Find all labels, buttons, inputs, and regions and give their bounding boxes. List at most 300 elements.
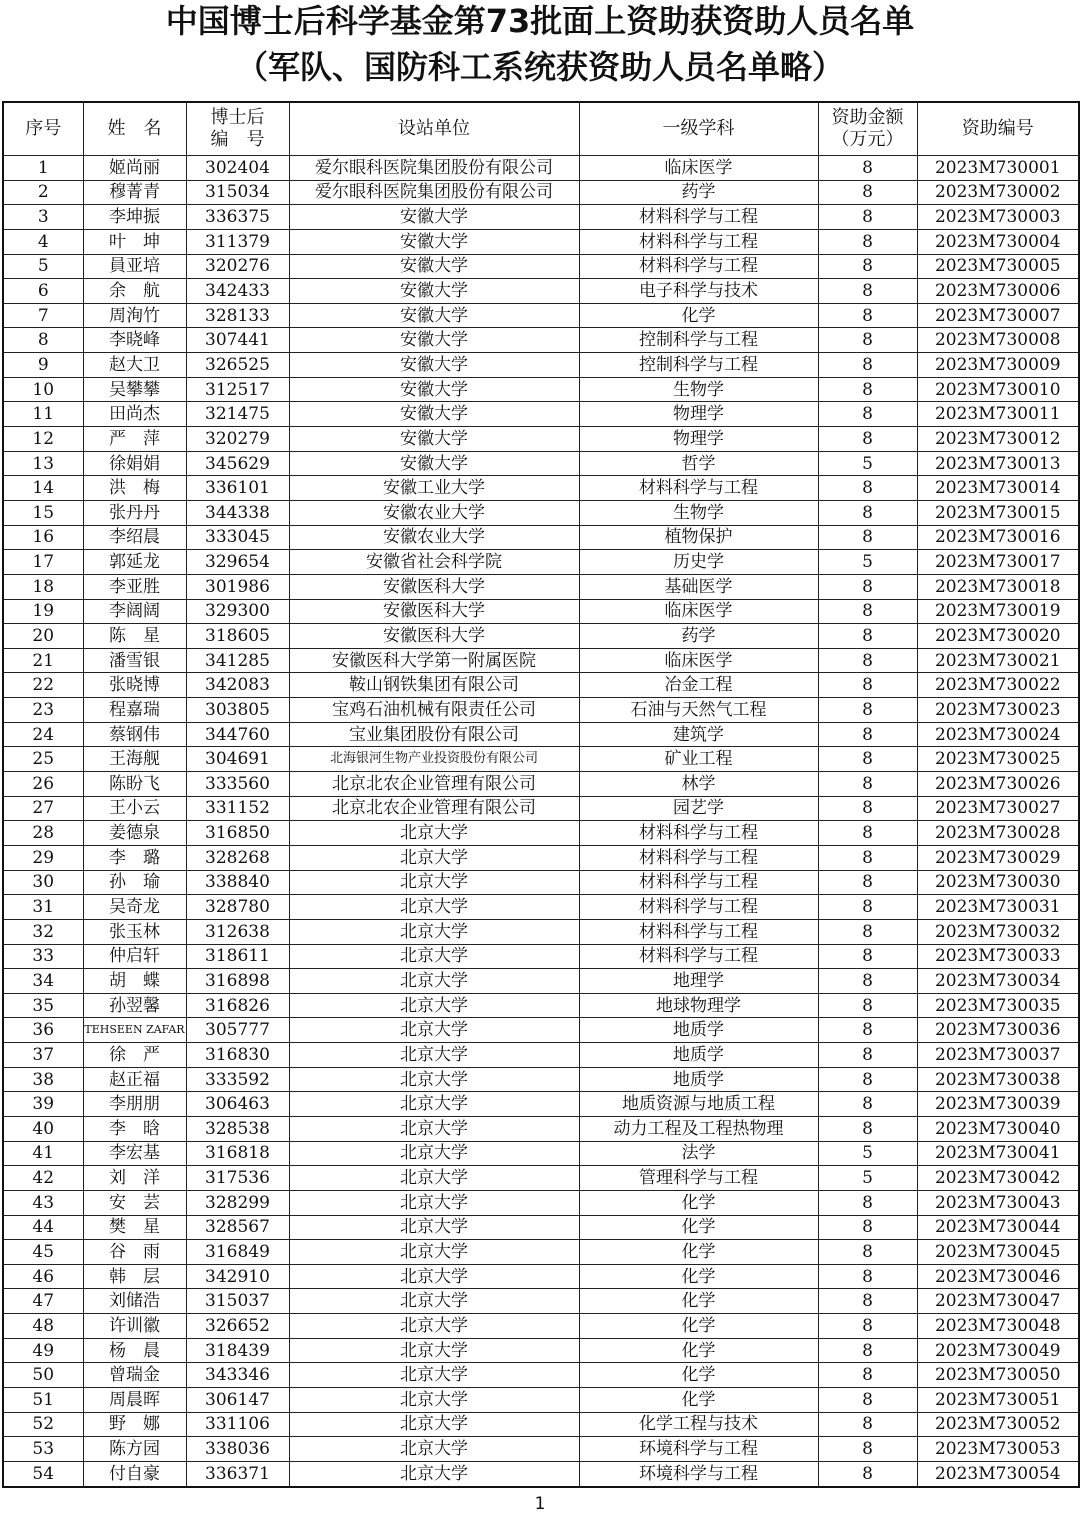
cell-discipline: 生物学 [579, 500, 818, 525]
cell-discipline: 管理科学与工程 [579, 1166, 818, 1191]
cell-unit: 安徽大学 [289, 427, 579, 452]
table-row [3, 156, 1079, 181]
cell-unit: 北京大学 [289, 1461, 579, 1486]
cell-seq: 17 [3, 550, 83, 575]
cell-amount: 8 [818, 574, 917, 599]
header-unit: 设站单位 [289, 102, 579, 156]
table-row [3, 747, 1079, 772]
cell-name: 姜德泉 [83, 821, 186, 846]
table-row [3, 1437, 1079, 1462]
table-row [3, 919, 1079, 944]
cell-discipline: 材料科学与工程 [579, 229, 818, 254]
cell-postdoc-no: 302404 [186, 156, 289, 181]
cell-unit: 爱尔眼科医院集团股份有限公司 [289, 180, 579, 205]
cell-amount: 8 [818, 303, 917, 328]
cell-seq: 7 [3, 303, 83, 328]
cell-seq: 26 [3, 772, 83, 797]
cell-unit: 安徽大学 [289, 377, 579, 402]
cell-name: 李亚胜 [83, 574, 186, 599]
cell-seq: 3 [3, 205, 83, 230]
cell-discipline: 环境科学与工程 [579, 1437, 818, 1462]
cell-postdoc-no: 326525 [186, 353, 289, 378]
cell-seq: 42 [3, 1166, 83, 1191]
cell-discipline: 控制科学与工程 [579, 328, 818, 353]
cell-amount: 5 [818, 451, 917, 476]
cell-postdoc-no: 320276 [186, 254, 289, 279]
cell-postdoc-no: 342433 [186, 279, 289, 304]
table-row [3, 1388, 1079, 1413]
cell-name: 田尚杰 [83, 402, 186, 427]
table-row [3, 328, 1079, 353]
cell-seq: 53 [3, 1437, 83, 1462]
cell-amount: 8 [818, 944, 917, 969]
cell-discipline: 临床医学 [579, 156, 818, 181]
cell-grant-no: 2023M730009 [917, 353, 1079, 378]
cell-grant-no: 2023M730021 [917, 648, 1079, 673]
cell-amount: 8 [818, 969, 917, 994]
table-row [3, 279, 1079, 304]
cell-postdoc-no: 344760 [186, 722, 289, 747]
cell-amount: 8 [818, 1043, 917, 1068]
table-row [3, 1412, 1079, 1437]
cell-seq: 37 [3, 1043, 83, 1068]
cell-postdoc-no: 326652 [186, 1314, 289, 1339]
table-row [3, 525, 1079, 550]
header-postdoc-no [186, 102, 289, 156]
cell-amount: 8 [818, 993, 917, 1018]
cell-seq: 48 [3, 1314, 83, 1339]
cell-discipline: 化学 [579, 1215, 818, 1240]
cell-grant-no: 2023M730013 [917, 451, 1079, 476]
cell-postdoc-no: 315037 [186, 1289, 289, 1314]
table-row [3, 821, 1079, 846]
cell-seq: 30 [3, 870, 83, 895]
table-row [3, 599, 1079, 624]
cell-postdoc-no: 321475 [186, 402, 289, 427]
cell-name: 李朋朋 [83, 1092, 186, 1117]
table-row [3, 1166, 1079, 1191]
cell-amount: 8 [818, 328, 917, 353]
cell-name: 陈方园 [83, 1437, 186, 1462]
cell-discipline: 药学 [579, 624, 818, 649]
cell-postdoc-no: 305777 [186, 1018, 289, 1043]
cell-unit: 安徽大学 [289, 229, 579, 254]
cell-name: 刘储浩 [83, 1289, 186, 1314]
cell-name: 徐 严 [83, 1043, 186, 1068]
table-row [3, 377, 1079, 402]
cell-grant-no: 2023M730028 [917, 821, 1079, 846]
cell-name: 张丹丹 [83, 500, 186, 525]
cell-seq: 41 [3, 1141, 83, 1166]
cell-postdoc-no: 316830 [186, 1043, 289, 1068]
cell-amount: 8 [818, 1412, 917, 1437]
cell-unit: 北京大学 [289, 870, 579, 895]
cell-grant-no: 2023M730027 [917, 796, 1079, 821]
cell-discipline: 材料科学与工程 [579, 254, 818, 279]
cell-name: 陈 星 [83, 624, 186, 649]
cell-grant-no: 2023M730052 [917, 1412, 1079, 1437]
cell-grant-no: 2023M730004 [917, 229, 1079, 254]
cell-amount: 8 [818, 1388, 917, 1413]
cell-grant-no: 2023M730011 [917, 402, 1079, 427]
cell-amount: 8 [818, 205, 917, 230]
cell-amount: 8 [818, 377, 917, 402]
cell-postdoc-no: 318611 [186, 944, 289, 969]
cell-name: 徐娟娟 [83, 451, 186, 476]
cell-postdoc-no: 316850 [186, 821, 289, 846]
cell-seq: 24 [3, 722, 83, 747]
cell-discipline: 生物学 [579, 377, 818, 402]
cell-amount: 8 [818, 229, 917, 254]
cell-grant-no: 2023M730024 [917, 722, 1079, 747]
cell-unit: 北京大学 [289, 1338, 579, 1363]
cell-amount: 8 [818, 673, 917, 698]
cell-unit: 北京大学 [289, 1092, 579, 1117]
table-row [3, 353, 1079, 378]
cell-amount: 8 [818, 796, 917, 821]
cell-grant-no: 2023M730002 [917, 180, 1079, 205]
cell-unit: 宝业集团股份有限公司 [289, 722, 579, 747]
cell-amount: 8 [818, 156, 917, 181]
cell-amount: 8 [818, 427, 917, 452]
cell-postdoc-no: 328268 [186, 845, 289, 870]
cell-seq: 46 [3, 1264, 83, 1289]
cell-unit: 北京大学 [289, 944, 579, 969]
table-row [3, 402, 1079, 427]
cell-unit: 北京大学 [289, 895, 579, 920]
table-row [3, 845, 1079, 870]
cell-postdoc-no: 329654 [186, 550, 289, 575]
cell-grant-no: 2023M730016 [917, 525, 1079, 550]
cell-name: 李晓峰 [83, 328, 186, 353]
table-row [3, 1240, 1079, 1265]
cell-amount: 8 [818, 254, 917, 279]
cell-amount: 8 [818, 1116, 917, 1141]
cell-name: 樊 星 [83, 1215, 186, 1240]
cell-amount: 5 [818, 550, 917, 575]
cell-postdoc-no: 317536 [186, 1166, 289, 1191]
cell-amount: 5 [818, 1166, 917, 1191]
table-row [3, 1338, 1079, 1363]
cell-seq: 4 [3, 229, 83, 254]
cell-seq: 11 [3, 402, 83, 427]
cell-unit: 北京大学 [289, 1264, 579, 1289]
cell-grant-no: 2023M730042 [917, 1166, 1079, 1191]
cell-postdoc-no: 316818 [186, 1141, 289, 1166]
table-row [3, 1190, 1079, 1215]
cell-grant-no: 2023M730048 [917, 1314, 1079, 1339]
cell-amount: 8 [818, 870, 917, 895]
cell-grant-no: 2023M730047 [917, 1289, 1079, 1314]
cell-unit: 北京大学 [289, 1043, 579, 1068]
cell-unit: 爱尔眼科医院集团股份有限公司 [289, 156, 579, 181]
cell-discipline: 园艺学 [579, 796, 818, 821]
cell-unit: 北京大学 [289, 1215, 579, 1240]
cell-name: 陈盼飞 [83, 772, 186, 797]
cell-name: 孙翌馨 [83, 993, 186, 1018]
cell-grant-no: 2023M730019 [917, 599, 1079, 624]
cell-grant-no: 2023M730051 [917, 1388, 1079, 1413]
cell-name: 曾瑞金 [83, 1363, 186, 1388]
cell-postdoc-no: 311379 [186, 229, 289, 254]
cell-postdoc-no: 333592 [186, 1067, 289, 1092]
cell-grant-no: 2023M730003 [917, 205, 1079, 230]
cell-grant-no: 2023M730005 [917, 254, 1079, 279]
cell-grant-no: 2023M730033 [917, 944, 1079, 969]
table-row [3, 624, 1079, 649]
cell-name: 杨 晨 [83, 1338, 186, 1363]
cell-seq: 38 [3, 1067, 83, 1092]
cell-amount: 8 [818, 1067, 917, 1092]
table-row [3, 254, 1079, 279]
cell-postdoc-no: 338036 [186, 1437, 289, 1462]
cell-amount: 5 [818, 1141, 917, 1166]
table-row [3, 500, 1079, 525]
cell-seq: 33 [3, 944, 83, 969]
cell-name: 孙 瑜 [83, 870, 186, 895]
cell-unit: 北海银河生物产业投资股份有限公司 [289, 747, 579, 772]
cell-grant-no: 2023M730043 [917, 1190, 1079, 1215]
cell-name: 张晓博 [83, 673, 186, 698]
table-row [3, 1116, 1079, 1141]
cell-grant-no: 2023M730039 [917, 1092, 1079, 1117]
cell-grant-no: 2023M730036 [917, 1018, 1079, 1043]
cell-postdoc-no: 315034 [186, 180, 289, 205]
cell-grant-no: 2023M730029 [917, 845, 1079, 870]
table-row [3, 895, 1079, 920]
cell-grant-no: 2023M730050 [917, 1363, 1079, 1388]
cell-grant-no: 2023M730026 [917, 772, 1079, 797]
cell-postdoc-no: 336375 [186, 205, 289, 230]
cell-discipline: 化学 [579, 1314, 818, 1339]
table-row [3, 1141, 1079, 1166]
cell-unit: 北京大学 [289, 1388, 579, 1413]
cell-unit: 安徽工业大学 [289, 476, 579, 501]
cell-postdoc-no: 318439 [186, 1338, 289, 1363]
cell-postdoc-no: 336371 [186, 1461, 289, 1486]
cell-unit: 安徽大学 [289, 353, 579, 378]
cell-discipline: 电子科学与技术 [579, 279, 818, 304]
cell-name: 余 航 [83, 279, 186, 304]
cell-unit: 安徽农业大学 [289, 500, 579, 525]
table-row [3, 1092, 1079, 1117]
cell-unit: 北京大学 [289, 993, 579, 1018]
cell-discipline: 环境科学与工程 [579, 1461, 818, 1486]
cell-name: 李 晗 [83, 1116, 186, 1141]
cell-seq: 22 [3, 673, 83, 698]
cell-discipline: 哲学 [579, 451, 818, 476]
header-name: 姓 名 [83, 102, 186, 156]
cell-unit: 安徽医科大学 [289, 599, 579, 624]
cell-name: 严 萍 [83, 427, 186, 452]
cell-discipline: 临床医学 [579, 648, 818, 673]
cell-postdoc-no: 328780 [186, 895, 289, 920]
header-amount-line2: （万元） [831, 129, 904, 150]
cell-amount: 8 [818, 1215, 917, 1240]
cell-unit: 北京大学 [289, 1116, 579, 1141]
cell-grant-no: 2023M730008 [917, 328, 1079, 353]
cell-discipline: 地质资源与地质工程 [579, 1092, 818, 1117]
cell-grant-no: 2023M730049 [917, 1338, 1079, 1363]
table-row [3, 180, 1079, 205]
header-postdoc-no-line2: 编 号 [210, 129, 265, 150]
cell-grant-no: 2023M730037 [917, 1043, 1079, 1068]
cell-unit: 北京大学 [289, 1067, 579, 1092]
cell-name: 李阔阔 [83, 599, 186, 624]
cell-seq: 34 [3, 969, 83, 994]
cell-postdoc-no: 316826 [186, 993, 289, 1018]
cell-amount: 8 [818, 500, 917, 525]
cell-unit: 北京北农企业管理有限公司 [289, 796, 579, 821]
cell-postdoc-no: 342083 [186, 673, 289, 698]
table-row [3, 476, 1079, 501]
cell-seq: 20 [3, 624, 83, 649]
cell-name: 洪 梅 [83, 476, 186, 501]
cell-amount: 8 [818, 1240, 917, 1265]
cell-name: 郭延龙 [83, 550, 186, 575]
cell-grant-no: 2023M730032 [917, 919, 1079, 944]
cell-discipline: 化学 [579, 1190, 818, 1215]
cell-discipline: 材料科学与工程 [579, 870, 818, 895]
cell-discipline: 材料科学与工程 [579, 919, 818, 944]
cell-unit: 北京大学 [289, 1141, 579, 1166]
cell-discipline: 地质学 [579, 1067, 818, 1092]
cell-unit: 安徽大学 [289, 254, 579, 279]
cell-discipline: 临床医学 [579, 599, 818, 624]
cell-unit: 北京大学 [289, 821, 579, 846]
cell-grant-no: 2023M730001 [917, 156, 1079, 181]
cell-amount: 8 [818, 698, 917, 723]
cell-seq: 9 [3, 353, 83, 378]
table-row [3, 574, 1079, 599]
table-row [3, 796, 1079, 821]
cell-grant-no: 2023M730023 [917, 698, 1079, 723]
cell-name: 姬尚丽 [83, 156, 186, 181]
cell-unit: 北京大学 [289, 1314, 579, 1339]
cell-name: 赵大卫 [83, 353, 186, 378]
table-row [3, 451, 1079, 476]
cell-seq: 15 [3, 500, 83, 525]
cell-postdoc-no: 331106 [186, 1412, 289, 1437]
header-amount-line1: 资助金额 [831, 107, 904, 128]
cell-discipline: 冶金工程 [579, 673, 818, 698]
cell-name: 潘雪银 [83, 648, 186, 673]
cell-grant-no: 2023M730007 [917, 303, 1079, 328]
cell-postdoc-no: 306463 [186, 1092, 289, 1117]
cell-amount: 8 [818, 821, 917, 846]
cell-grant-no: 2023M730031 [917, 895, 1079, 920]
cell-name: 野 娜 [83, 1412, 186, 1437]
table-row [3, 1363, 1079, 1388]
table-row [3, 1314, 1079, 1339]
cell-grant-no: 2023M730022 [917, 673, 1079, 698]
table-row [3, 303, 1079, 328]
cell-amount: 8 [818, 599, 917, 624]
cell-name: 王海舰 [83, 747, 186, 772]
table-row [3, 1215, 1079, 1240]
table-row [3, 1043, 1079, 1068]
cell-seq: 23 [3, 698, 83, 723]
cell-unit: 安徽医科大学第一附属医院 [289, 648, 579, 673]
cell-unit: 安徽大学 [289, 451, 579, 476]
cell-postdoc-no: 344338 [186, 500, 289, 525]
cell-postdoc-no: 343346 [186, 1363, 289, 1388]
cell-name: 安 芸 [83, 1190, 186, 1215]
cell-seq: 44 [3, 1215, 83, 1240]
cell-amount: 8 [818, 1092, 917, 1117]
cell-discipline: 地质学 [579, 1018, 818, 1043]
cell-discipline: 控制科学与工程 [579, 353, 818, 378]
cell-amount: 8 [818, 1437, 917, 1462]
cell-seq: 52 [3, 1412, 83, 1437]
header-postdoc-no-line1: 博士后 [210, 107, 265, 128]
cell-discipline: 化学 [579, 303, 818, 328]
cell-postdoc-no: 328299 [186, 1190, 289, 1215]
cell-amount: 8 [818, 1461, 917, 1486]
cell-name: 付自豪 [83, 1461, 186, 1486]
cell-unit: 安徽大学 [289, 279, 579, 304]
cell-amount: 8 [818, 845, 917, 870]
cell-unit: 北京大学 [289, 1363, 579, 1388]
cell-discipline: 材料科学与工程 [579, 895, 818, 920]
cell-name: 李宏基 [83, 1141, 186, 1166]
table-row [3, 205, 1079, 230]
cell-unit: 宝鸡石油机械有限责任公司 [289, 698, 579, 723]
cell-seq: 35 [3, 993, 83, 1018]
cell-unit: 安徽大学 [289, 205, 579, 230]
cell-unit: 北京北农企业管理有限公司 [289, 772, 579, 797]
cell-discipline: 化学 [579, 1289, 818, 1314]
cell-name: 许训徽 [83, 1314, 186, 1339]
cell-amount: 8 [818, 1314, 917, 1339]
cell-discipline: 历史学 [579, 550, 818, 575]
cell-name: 員亚培 [83, 254, 186, 279]
cell-unit: 鞍山钢铁集团有限公司 [289, 673, 579, 698]
cell-grant-no: 2023M730030 [917, 870, 1079, 895]
cell-discipline: 化学 [579, 1388, 818, 1413]
cell-seq: 43 [3, 1190, 83, 1215]
cell-discipline: 化学工程与技术 [579, 1412, 818, 1437]
cell-amount: 8 [818, 1338, 917, 1363]
cell-postdoc-no: 328538 [186, 1116, 289, 1141]
cell-amount: 8 [818, 722, 917, 747]
cell-postdoc-no: 331152 [186, 796, 289, 821]
cell-unit: 北京大学 [289, 969, 579, 994]
cell-seq: 6 [3, 279, 83, 304]
table-row [3, 993, 1079, 1018]
cell-grant-no: 2023M730018 [917, 574, 1079, 599]
table-row [3, 1264, 1079, 1289]
cell-amount: 8 [818, 919, 917, 944]
cell-unit: 安徽医科大学 [289, 574, 579, 599]
cell-name: TEHSEEN ZAFAR [83, 1018, 186, 1043]
cell-postdoc-no: 338840 [186, 870, 289, 895]
table-row [3, 944, 1079, 969]
cell-grant-no: 2023M730046 [917, 1264, 1079, 1289]
cell-grant-no: 2023M730034 [917, 969, 1079, 994]
cell-amount: 8 [818, 180, 917, 205]
table-row [3, 772, 1079, 797]
cell-postdoc-no: 312517 [186, 377, 289, 402]
cell-grant-no: 2023M730035 [917, 993, 1079, 1018]
table-row [3, 229, 1079, 254]
cell-name: 吴攀攀 [83, 377, 186, 402]
table-row [3, 550, 1079, 575]
cell-grant-no: 2023M730010 [917, 377, 1079, 402]
cell-name: 程嘉瑞 [83, 698, 186, 723]
cell-unit: 北京大学 [289, 1166, 579, 1191]
cell-seq: 14 [3, 476, 83, 501]
